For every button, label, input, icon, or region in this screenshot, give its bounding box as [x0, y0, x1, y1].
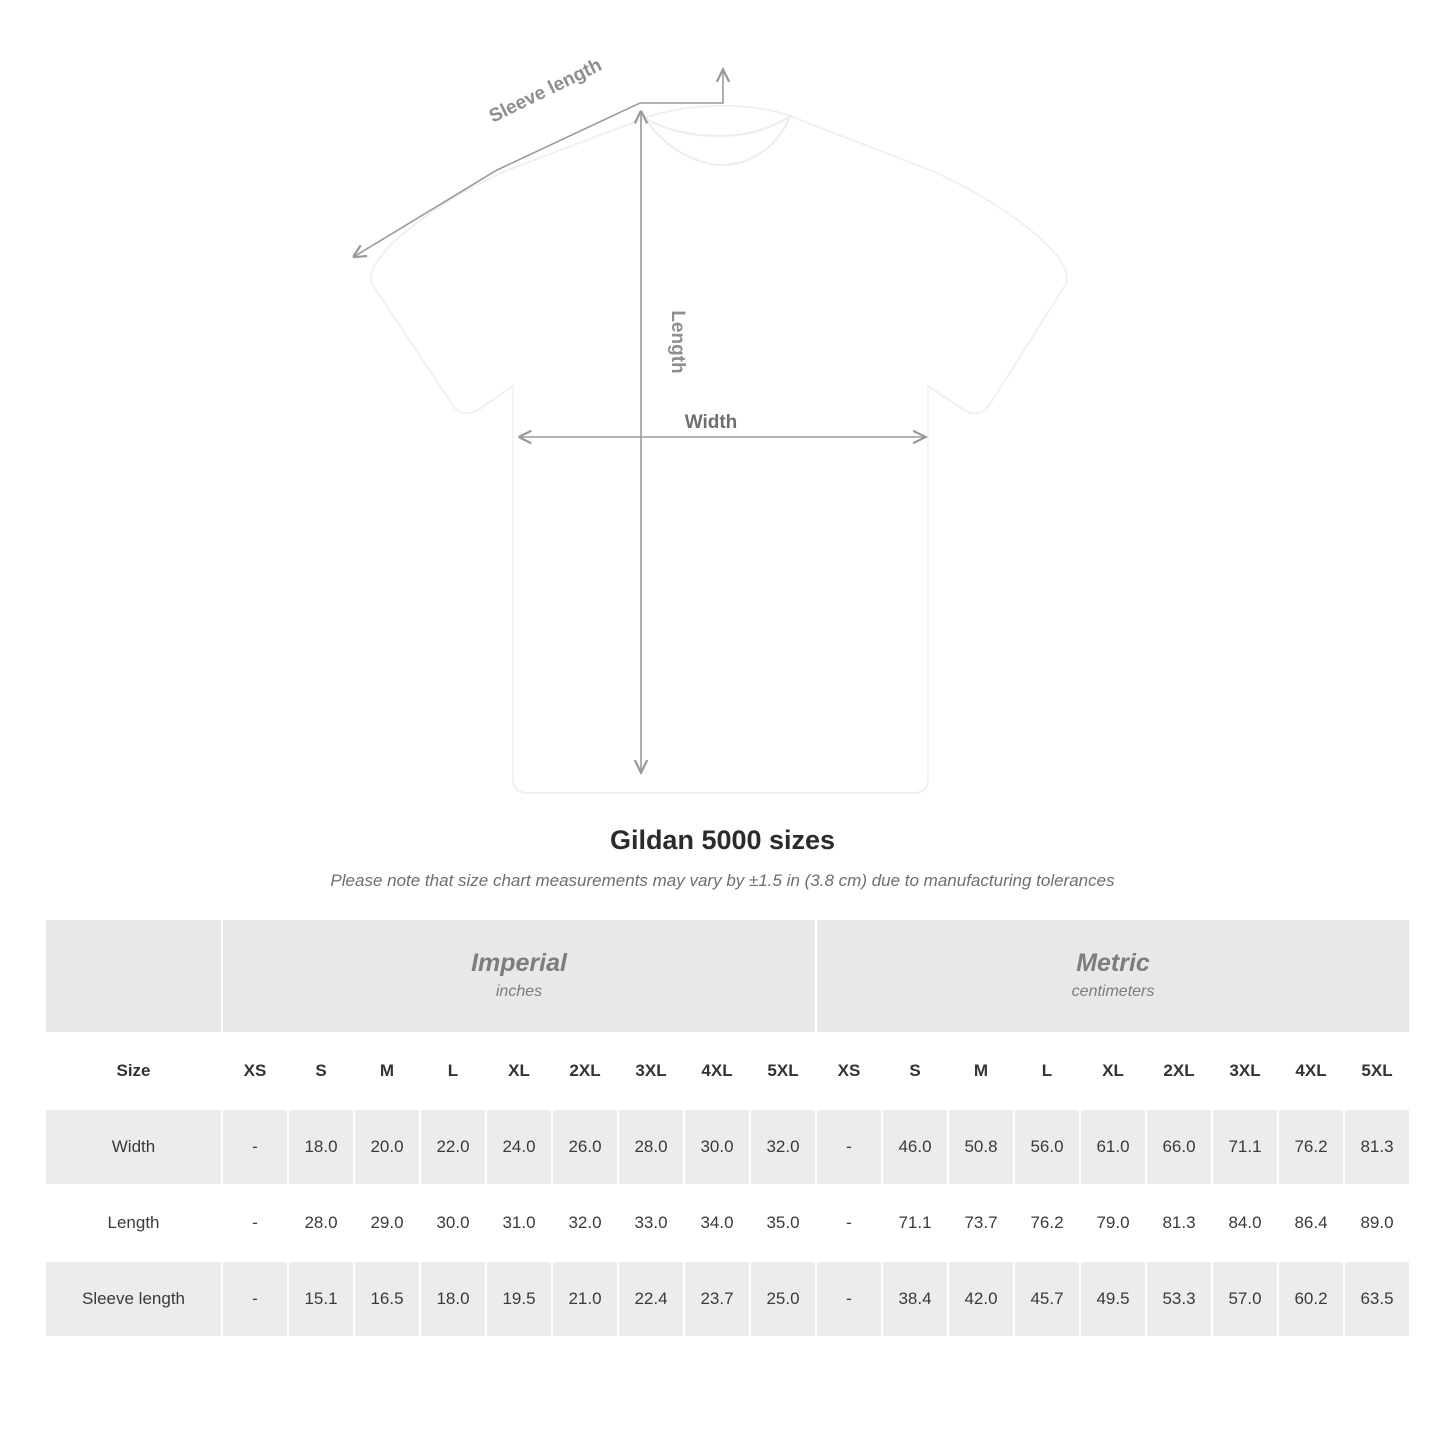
cell-length-metric-xs: -: [816, 1185, 882, 1261]
tshirt-shape: [371, 106, 1067, 793]
cell-sleeve-imperial-l: 18.0: [420, 1261, 486, 1337]
header-size-metric-xl: XL: [1080, 1033, 1146, 1109]
header-size-imperial-s: S: [288, 1033, 354, 1109]
unit-head-blank: [45, 919, 222, 1033]
row-label-length: Length: [45, 1185, 222, 1261]
cell-sleeve-metric-xs: -: [816, 1261, 882, 1337]
cell-sleeve-imperial-4xl: 23.7: [684, 1261, 750, 1337]
cell-sleeve-imperial-5xl: 25.0: [750, 1261, 816, 1337]
header-size-imperial-l: L: [420, 1033, 486, 1109]
width-label: Width: [684, 412, 738, 433]
tolerance-note: Please note that size chart measurements may vary by ±1.5 in (3.8 cm) due to manufacturing tolerances: [330, 871, 1115, 890]
unit-header-row: [45, 919, 1410, 1033]
page-title: Gildan 5000 sizes: [609, 825, 836, 855]
cell-sleeve-metric-2xl: 53.3: [1146, 1261, 1212, 1337]
cell-width-imperial-xs: -: [222, 1109, 288, 1185]
cell-width-imperial-4xl: 30.0: [684, 1109, 750, 1185]
size-table-wrapper: [0, 918, 1445, 1338]
cell-sleeve-metric-l: 45.7: [1014, 1261, 1080, 1337]
unit-head-metric: [816, 919, 1410, 1033]
cell-length-imperial-4xl: 34.0: [684, 1185, 750, 1261]
header-size-metric-2xl: 2XL: [1146, 1033, 1212, 1109]
cell-sleeve-imperial-m: 16.5: [354, 1261, 420, 1337]
length-label: Length: [667, 310, 688, 374]
header-size-metric-xs: XS: [816, 1033, 882, 1109]
cell-length-imperial-xl: 31.0: [486, 1185, 552, 1261]
cell-length-imperial-5xl: 35.0: [750, 1185, 816, 1261]
cell-sleeve-imperial-2xl: 21.0: [552, 1261, 618, 1337]
table-row: [45, 1261, 1410, 1337]
cell-width-imperial-m: 20.0: [354, 1109, 420, 1185]
cell-sleeve-metric-3xl: 57.0: [1212, 1261, 1278, 1337]
unit-sub-metric: centimeters: [1071, 983, 1155, 1000]
cell-sleeve-imperial-xl: 19.5: [486, 1261, 552, 1337]
cell-width-imperial-s: 18.0: [288, 1109, 354, 1185]
cell-width-imperial-5xl: 32.0: [750, 1109, 816, 1185]
cell-sleeve-metric-4xl: 60.2: [1278, 1261, 1344, 1337]
cell-length-metric-3xl: 84.0: [1212, 1185, 1278, 1261]
cell-length-imperial-l: 30.0: [420, 1185, 486, 1261]
cell-sleeve-metric-m: 42.0: [948, 1261, 1014, 1337]
cell-width-metric-m: 50.8: [948, 1109, 1014, 1185]
cell-length-metric-xl: 79.0: [1080, 1185, 1146, 1261]
header-size-imperial-4xl: 4XL: [684, 1033, 750, 1109]
header-size-metric-5xl: 5XL: [1344, 1033, 1410, 1109]
cell-sleeve-imperial-3xl: 22.4: [618, 1261, 684, 1337]
cell-width-imperial-3xl: 28.0: [618, 1109, 684, 1185]
header-size-imperial-m: M: [354, 1033, 420, 1109]
cell-length-metric-2xl: 81.3: [1146, 1185, 1212, 1261]
header-size-metric-m: M: [948, 1033, 1014, 1109]
header-size-metric-3xl: 3XL: [1212, 1033, 1278, 1109]
cell-length-imperial-s: 28.0: [288, 1185, 354, 1261]
cell-width-metric-xs: -: [816, 1109, 882, 1185]
cell-width-metric-2xl: 66.0: [1146, 1109, 1212, 1185]
header-size-imperial-2xl: 2XL: [552, 1033, 618, 1109]
cell-width-metric-xl: 61.0: [1080, 1109, 1146, 1185]
header-size-imperial-3xl: 3XL: [618, 1033, 684, 1109]
cell-length-imperial-2xl: 32.0: [552, 1185, 618, 1261]
unit-name-metric: Metric: [1076, 949, 1150, 977]
cell-width-metric-3xl: 71.1: [1212, 1109, 1278, 1185]
unit-name-imperial: Imperial: [471, 949, 567, 977]
cell-width-metric-5xl: 81.3: [1344, 1109, 1410, 1185]
header-size-imperial-xs: XS: [222, 1033, 288, 1109]
header-size-metric-l: L: [1014, 1033, 1080, 1109]
cell-width-imperial-xl: 24.0: [486, 1109, 552, 1185]
row-label-sleeve-length: Sleeve length: [45, 1261, 222, 1337]
cell-length-metric-4xl: 86.4: [1278, 1185, 1344, 1261]
header-size-label: Size: [45, 1033, 222, 1109]
cell-width-metric-s: 46.0: [882, 1109, 948, 1185]
header-size-metric-4xl: 4XL: [1278, 1033, 1344, 1109]
cell-sleeve-metric-5xl: 63.5: [1344, 1261, 1410, 1337]
cell-length-metric-5xl: 89.0: [1344, 1185, 1410, 1261]
unit-sub-imperial: inches: [495, 983, 543, 1000]
size-table: [44, 918, 1411, 1338]
table-row: [45, 1109, 1410, 1185]
size-header-row: [45, 1033, 1410, 1109]
header-size-metric-s: S: [882, 1033, 948, 1109]
cell-width-metric-4xl: 76.2: [1278, 1109, 1344, 1185]
unit-head-imperial: [222, 919, 816, 1033]
cell-width-metric-l: 56.0: [1014, 1109, 1080, 1185]
cell-width-imperial-l: 22.0: [420, 1109, 486, 1185]
cell-sleeve-metric-s: 38.4: [882, 1261, 948, 1337]
cell-length-imperial-xs: -: [222, 1185, 288, 1261]
table-row: [45, 1185, 1410, 1261]
row-label-width: Width: [45, 1109, 222, 1185]
header-size-imperial-5xl: 5XL: [750, 1033, 816, 1109]
cell-width-imperial-2xl: 26.0: [552, 1109, 618, 1185]
cell-length-metric-s: 71.1: [882, 1185, 948, 1261]
cell-sleeve-metric-xl: 49.5: [1080, 1261, 1146, 1337]
cell-sleeve-imperial-xs: -: [222, 1261, 288, 1337]
header-size-imperial-xl: XL: [486, 1033, 552, 1109]
sleeve-length-label: Sleeve length: [485, 54, 606, 128]
cell-sleeve-imperial-s: 15.1: [288, 1261, 354, 1337]
cell-length-metric-m: 73.7: [948, 1185, 1014, 1261]
cell-length-imperial-3xl: 33.0: [618, 1185, 684, 1261]
cell-length-imperial-m: 29.0: [354, 1185, 420, 1261]
cell-length-metric-l: 76.2: [1014, 1185, 1080, 1261]
